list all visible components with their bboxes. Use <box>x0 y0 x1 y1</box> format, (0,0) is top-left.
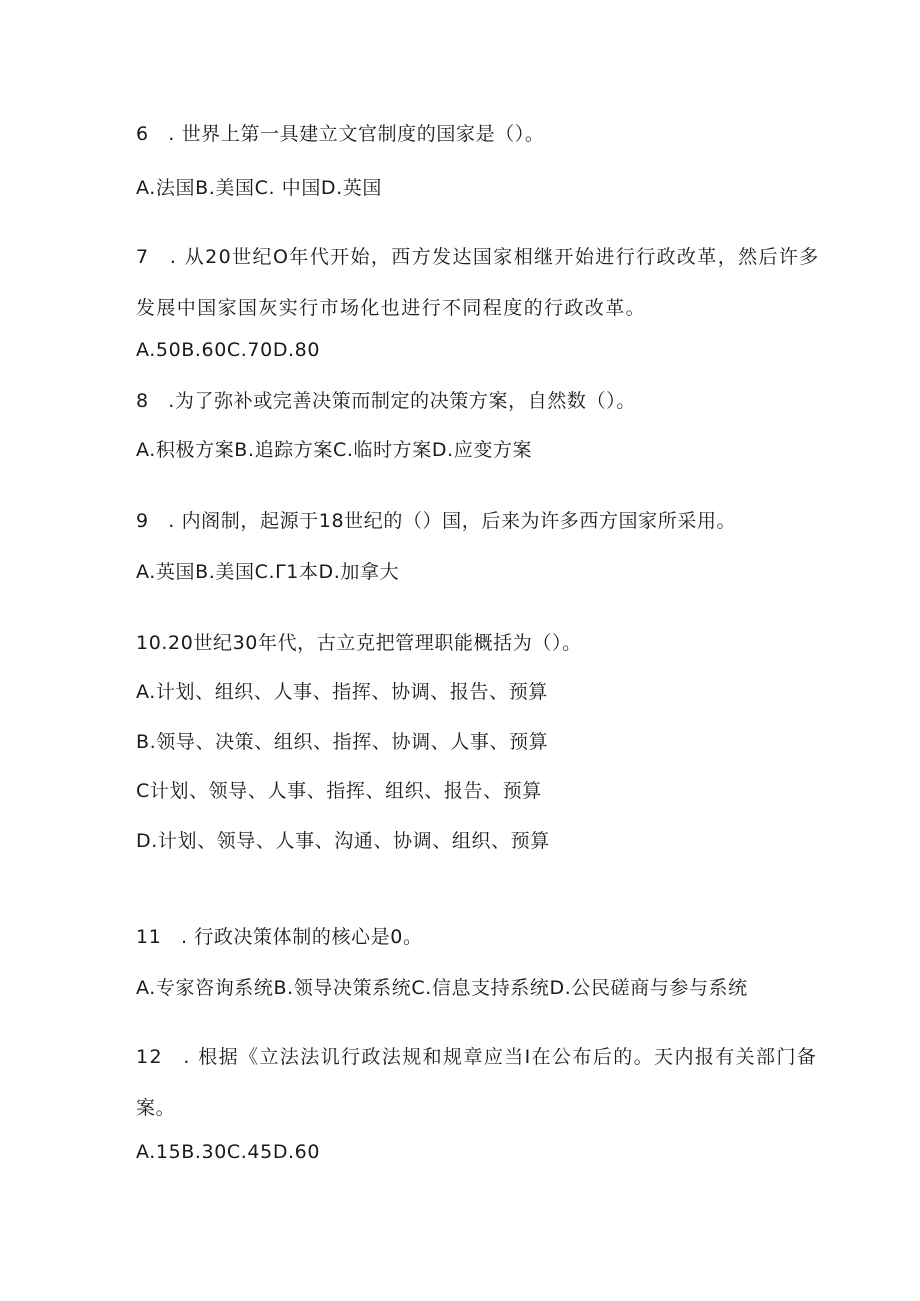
question-10-option-b: B.领导、决策、组织、指挥、协调、人事、预算 <box>136 731 549 753</box>
question-10-option-d: D.计划、领导、人事、沟通、协调、组织、预算 <box>136 830 550 852</box>
question-12-options: A.15B.30C.45D.60 <box>136 1141 321 1163</box>
question-7-stem-line-2: 发展中国家国灰实行市场化也进行不同程度的行政改革。 <box>136 297 647 319</box>
question-6-options: A.法国B.美国C. 中国D.英国 <box>136 177 382 199</box>
question-12-stem-line-1: 12 . 根据《立法法讥行政法规和规章应当I在公布后的。天内报有关部门备 <box>136 1046 818 1068</box>
question-7-stem-line-1: 7 . 从20世纪O年代开始，西方发达国家相继开始进行行政改革，然后许多 <box>136 246 820 268</box>
question-10-option-c: C计划、领导、人事、指挥、组织、报告、预算 <box>136 780 542 802</box>
question-9-stem: 9 . 内阁制，起源于18世纪的（）国，后来为许多西方国家所采用。 <box>136 510 737 532</box>
question-10-stem: 10.20世纪30年代，古立克把管理职能概括为（）。 <box>136 632 582 654</box>
question-9-options: A.英国B.美国C.Γ1本D.加拿大 <box>136 561 400 583</box>
question-8-options: A.积极方案B.追踪方案C.临时方案D.应变方案 <box>136 439 533 461</box>
question-11-options: A.专家咨询系统B.领导决策系统C.信息支持系统D.公民磋商与参与系统 <box>136 977 748 999</box>
question-7-options: A.50B.60C.70D.80 <box>136 339 321 361</box>
question-6-stem: 6 . 世界上第一具建立文官制度的国家是（）。 <box>136 123 545 145</box>
question-10-option-a: A.计划、组织、人事、指挥、协调、报告、预算 <box>136 681 548 703</box>
question-8-stem: 8 .为了弥补或完善决策而制定的决策方案，自然数（）。 <box>136 390 636 412</box>
question-12-stem-line-2: 案。 <box>136 1097 176 1119</box>
question-11-stem: 11 . 行政决策体制的核心是0。 <box>136 926 423 948</box>
